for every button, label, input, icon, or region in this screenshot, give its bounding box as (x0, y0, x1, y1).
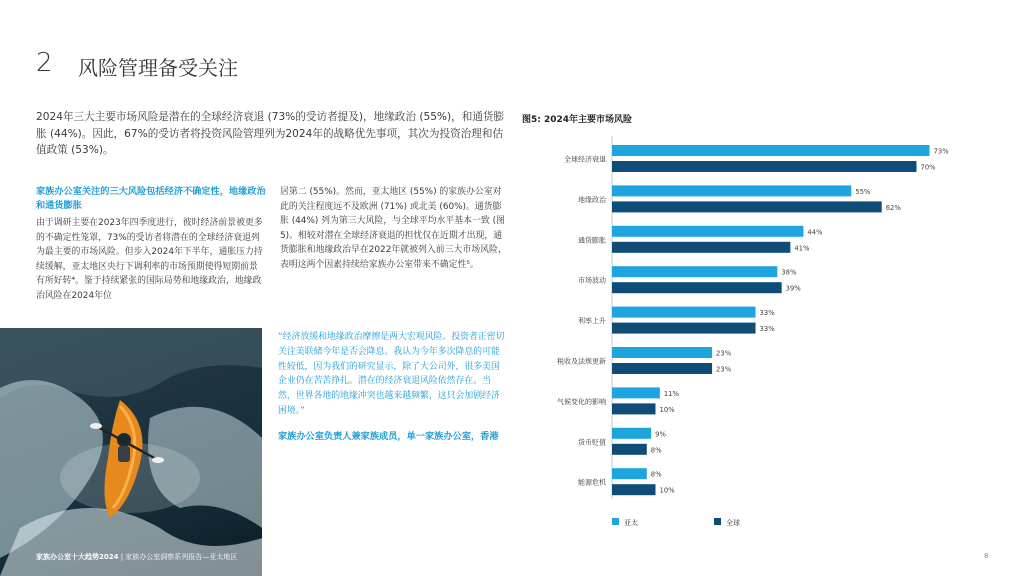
quote-attribution: 家族办公室负责人兼家族成员，单一家族办公室，香港 (278, 431, 499, 442)
bar-global (612, 242, 790, 253)
kayak-photo (0, 328, 262, 576)
category-label: 利率上升 (578, 317, 606, 326)
bar-global (612, 161, 917, 172)
category-label: 能源危机 (578, 478, 606, 487)
data-label: 10% (659, 486, 675, 495)
bar-apac (612, 226, 803, 237)
bar-apac (612, 347, 712, 358)
intro-paragraph: 2024年三大主要市场风险是潜在的全球经济衰退 (73%的受访者提及)，地缘政治 (55%)，和通货膨胀 (44%)。因此，67%的受访者将投资风险管理列为2024年的战略优先事项，其次为投资治理和估值政策 (53%)。 (36, 111, 505, 156)
data-label: 11% (663, 389, 679, 398)
bar-apac (612, 145, 930, 156)
data-label: 8% (650, 470, 662, 479)
bar-global (612, 444, 647, 455)
category-label: 地缘政治 (578, 195, 606, 204)
bar-global (612, 484, 656, 495)
data-label: 44% (807, 228, 823, 237)
footer-report-name (36, 552, 237, 562)
left-column (36, 185, 266, 304)
chart-title: 图5: 2024年主要市场风险 (522, 115, 633, 125)
bar-apac (612, 266, 777, 277)
highlight-heading: 家族办公室关注的三大风险包括经济不确定性，地缘政治和通货膨胀 (36, 186, 266, 211)
data-label: 38% (781, 268, 797, 277)
bar-apac (612, 428, 651, 439)
category-label: 全球经济衰退 (564, 155, 606, 164)
data-label: 23% (716, 365, 732, 374)
pull-quote: “经济放缓和地缘政治摩擦是两大宏观风险。投资者正密切关注美联储今年是否会降息。我认为今年多次降息的可能性较低，因为我们的研究显示，除了大公司外，很多美国企业仍在苦苦挣扎。潜在的经济衰退风险依然存在。当然，世界各地的地缘冲突也越来越频繁，这只会加剧经济困境。” (278, 332, 505, 416)
footer-report-bold: 家族办公室十大趋势2024 (36, 553, 119, 561)
data-label: 9% (655, 430, 666, 439)
bar-apac (612, 468, 647, 479)
legend-label: 全球 (726, 519, 740, 527)
section-number: 2 (36, 48, 53, 78)
data-label: 55% (855, 187, 871, 196)
data-label: 8% (650, 446, 662, 455)
kayak-photo-illustration (0, 328, 262, 576)
middle-column-text: 居第二 (55%)。然而，亚太地区 (55%) 的家族办公室对此的关注程度远不及欧洲 (71%) 或北美 (60%)。通货膨胀 (44%) 列为第三大风险，与全球平均水平基本一致 (图5)。相较对潜在全球经济衰退的担忧仅在近期才出现，通货膨胀和地缘政治早在2022年就被列入前三大市场风险，表明这两个因素持续给家族办公室带来不确定性⁵。 (280, 187, 507, 270)
data-label: 33% (759, 325, 775, 334)
data-label: 70% (920, 163, 936, 172)
bar-apac (612, 185, 851, 196)
data-label: 41% (794, 244, 810, 253)
data-label: 39% (785, 284, 801, 293)
data-label: 23% (716, 349, 732, 358)
category-label: 气候变化的影响 (557, 397, 606, 406)
data-label: 62% (885, 203, 901, 212)
bar-global (612, 363, 712, 374)
bar-global (612, 403, 656, 414)
legend-label: 亚太 (624, 519, 638, 527)
page-title: 风险管理备受关注 (78, 56, 238, 80)
data-label: 10% (659, 405, 675, 414)
bar-global (612, 201, 882, 212)
bar-apac (612, 307, 756, 318)
left-column-text: 由于调研主要在2023年四季度进行，彼时经济前景被更多的不确定性笼罩，73%的受访者将潜在的全球经济衰退列为最主要的市场风险。但步入2024年下半年，通胀压力持续缓解，亚太地区央行下调利率的市场预期使得短期前景有所好转⁴。鉴于持续紧张的国际局势和地缘政治，地缘政治风险在2024年位 (36, 218, 263, 301)
bar-global (612, 282, 782, 293)
data-label: 33% (759, 309, 775, 318)
footer-report-rest: | 家族办公室洞察系列报告—亚太地区 (118, 553, 238, 561)
risk-bar-chart (520, 130, 960, 535)
category-label: 货币贬值 (578, 438, 606, 447)
bar-global (612, 323, 756, 334)
legend-swatch-global (714, 518, 721, 525)
category-label: 税收及法规更新 (557, 357, 606, 366)
category-label: 通货膨胀 (578, 236, 606, 245)
page-number: 8 (984, 552, 989, 560)
bar-apac (612, 387, 660, 398)
data-label: 73% (933, 147, 949, 156)
category-label: 市场波动 (578, 276, 606, 285)
legend-swatch-apac (612, 518, 619, 525)
